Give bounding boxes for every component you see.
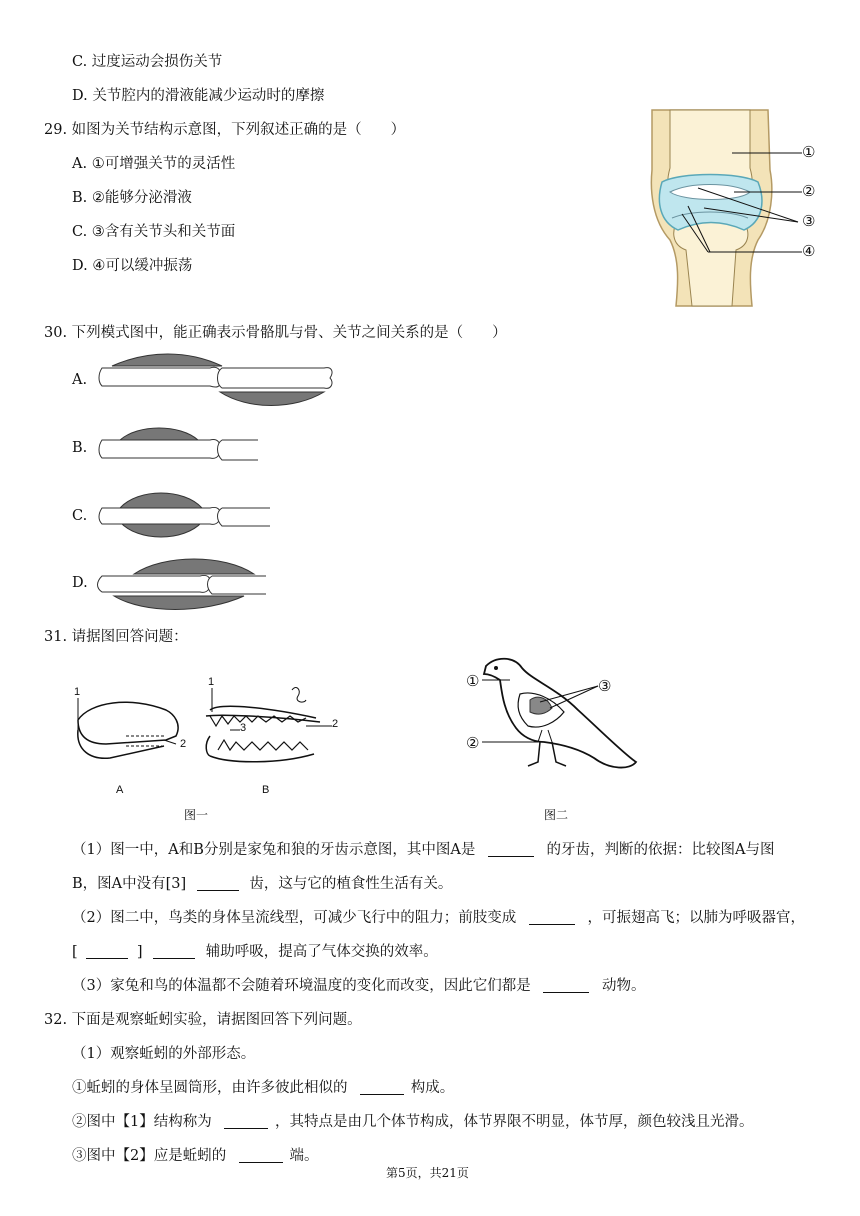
q30-option-c-diagram <box>98 488 272 544</box>
joint-label-3: ③ <box>802 212 816 230</box>
q31-p2-bracket-close: ] <box>136 944 143 960</box>
joint-label-2: ② <box>802 182 816 200</box>
q31-p2-text-c: 辅助呼吸，提高了气体交换的效率。 <box>205 944 438 960</box>
q31-p2-bracket-open: [ <box>72 944 78 960</box>
joint-structure-figure <box>640 110 830 306</box>
q32-item1-text-b: 构成。 <box>410 1080 455 1096</box>
q31-blank-6[interactable] <box>543 978 589 994</box>
q31-p2-text-a: （2）图二中，鸟类的身体呈流线型，可减少飞行中的阻力；前肢变成 <box>72 910 517 926</box>
q32-item3-text-a: ③图中【2】应是蚯蚓的 <box>72 1148 227 1164</box>
q30-option-b-label: B. <box>72 440 88 456</box>
fig1-caption: 图一 <box>184 808 209 822</box>
q32-item2-text-b: ，其特点是由几个体节构成，体节界限不明显，体节厚，颜色较浅且光滑。 <box>274 1114 754 1130</box>
q30-option-a-diagram <box>98 352 334 408</box>
q31-p1-text-d: 齿，这与它的植食性生活有关。 <box>249 876 453 892</box>
q31-p2-text-b: ，可振翅高飞；以肺为呼吸器官， <box>587 910 805 926</box>
q32-item1-text-a: ①蚯蚓的身体呈圆筒形，由许多彼此相似的 <box>72 1080 348 1096</box>
q31-p1-line2 <box>72 872 452 893</box>
q32-blank-2[interactable] <box>224 1114 268 1130</box>
fig1-a-num-1: 1 <box>74 686 81 698</box>
q30-option-c-label: C. <box>72 508 88 524</box>
q31-p1-text-c: B，图A中没有[3] <box>72 876 187 892</box>
q29-option-b: B. ②能够分泌滑液 <box>72 190 192 206</box>
q28-option-d: D. 关节腔内的滑液能减少运动时的摩擦 <box>72 88 325 104</box>
q29-option-c: C. ③含有关节头和关节面 <box>72 224 236 240</box>
page-footer: 第5页，共21页 <box>386 1166 469 1180</box>
q32-item2-text-a: ②图中【1】结构称为 <box>72 1114 212 1130</box>
q30-option-a-label: A. <box>72 372 88 388</box>
q29-stem: 29. 如图为关节结构示意图，下列叙述正确的是（ ） <box>44 122 406 138</box>
q31-blank-2[interactable] <box>197 876 239 892</box>
fig1-label-b: B <box>262 784 270 796</box>
q31-p2-line1 <box>72 906 805 927</box>
q32-item2 <box>72 1110 753 1131</box>
q31-p1-text-a: （1）图一中，A和B分别是家兔和狼的牙齿示意图，其中图A是 <box>72 842 476 858</box>
fig2-num-3: ③ <box>598 677 612 695</box>
fig2-num-2: ② <box>466 734 480 752</box>
q31-blank-3[interactable] <box>529 910 575 926</box>
q32-stem: 32. 下面是观察蚯蚓实验，请据图回答下列问题。 <box>44 1012 362 1028</box>
q30-option-b-diagram <box>98 422 258 472</box>
q32-item3-text-b: 端。 <box>289 1148 319 1164</box>
q32-sub1: （1）观察蚯蚓的外部形态。 <box>72 1046 256 1062</box>
fig1-b-num-3: 3 <box>240 722 247 734</box>
bird-figure-2 <box>460 650 640 780</box>
q32-blank-3[interactable] <box>239 1148 283 1164</box>
q30-option-d-label: D. <box>72 575 88 591</box>
q29-option-d: D. ④可以缓冲振荡 <box>72 258 193 274</box>
fig1-label-a: A <box>116 784 124 796</box>
q31-blank-1[interactable] <box>488 842 534 858</box>
q31-p3-line <box>72 974 645 995</box>
joint-label-4: ④ <box>802 242 816 260</box>
q31-p3-text-a: （3）家兔和鸟的体温都不会随着环境温度的变化而改变，因此它们都是 <box>72 978 531 994</box>
q29-option-a: A. ①可增强关节的灵活性 <box>72 156 236 172</box>
fig1-a-num-2: 2 <box>180 738 187 750</box>
q31-p1-text-b: 的牙齿，判断的依据：比较图A与图 <box>546 842 775 858</box>
q30-option-d-diagram <box>94 556 268 612</box>
q32-item3 <box>72 1144 318 1165</box>
joint-label-1: ① <box>802 143 816 161</box>
q32-blank-1[interactable] <box>360 1080 404 1096</box>
q28-option-c: C. 过度运动会损伤关节 <box>72 54 223 70</box>
teeth-figure-1 <box>70 680 350 780</box>
q31-p2-line2 <box>72 940 438 961</box>
q31-p3-text-b: 动物。 <box>601 978 646 994</box>
fig1-b-num-2: 2 <box>332 718 339 730</box>
fig2-num-1: ① <box>466 672 480 690</box>
q31-stem: 31. 请据图回答问题： <box>44 629 188 645</box>
q32-item1 <box>72 1076 454 1097</box>
q31-p1-line1 <box>72 838 775 859</box>
q31-blank-5[interactable] <box>153 944 195 960</box>
q31-blank-4[interactable] <box>86 944 128 960</box>
q30-stem: 30. 下列模式图中，能正确表示骨骼肌与骨、关节之间关系的是（ ） <box>44 325 507 341</box>
fig1-b-num-1: 1 <box>208 676 215 688</box>
fig2-caption: 图二 <box>544 808 569 822</box>
